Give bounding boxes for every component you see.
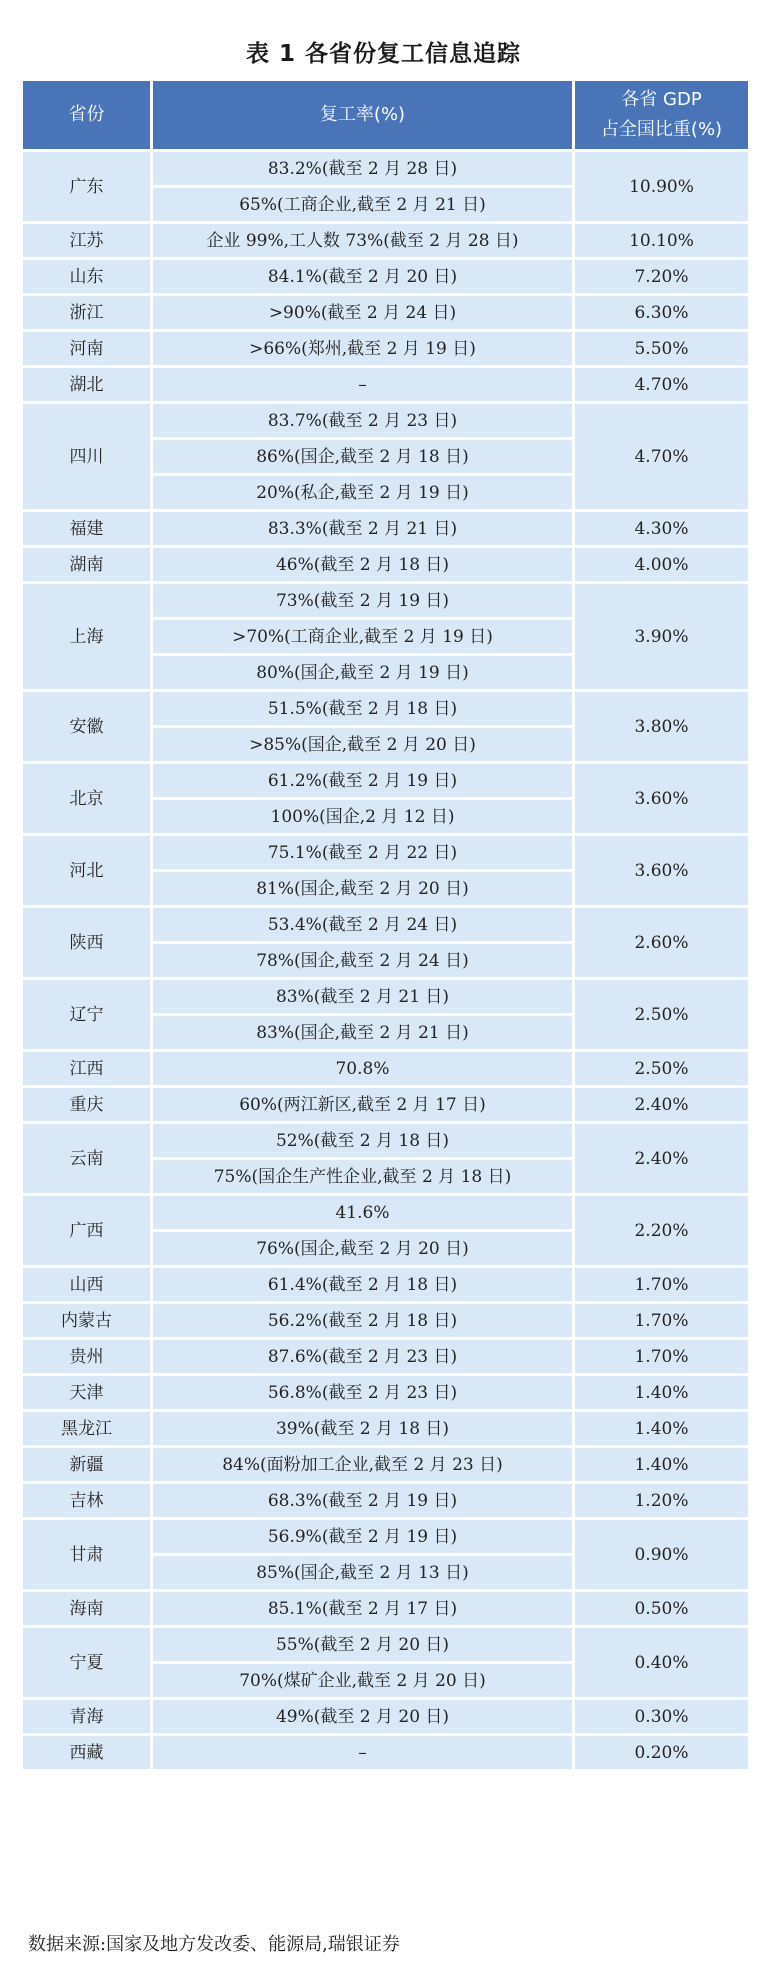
gdp-share-cell: 3.90% bbox=[574, 583, 750, 691]
gdp-share-cell: 1.70% bbox=[574, 1267, 750, 1303]
rate-cell: 73%(截至 2 月 19 日) bbox=[152, 583, 574, 619]
table-title: 表 1 各省份复工信息追踪 bbox=[245, 41, 522, 67]
rate-cell: 75.1%(截至 2 月 22 日) bbox=[152, 835, 574, 871]
rate-cell: 83%(截至 2 月 21 日) bbox=[152, 979, 574, 1015]
province-cell: 吉林 bbox=[22, 1483, 152, 1519]
rate-cell: 52%(截至 2 月 18 日) bbox=[152, 1123, 574, 1159]
province-cell: 湖北 bbox=[22, 367, 152, 403]
table-row bbox=[22, 763, 750, 799]
province-cell: 河南 bbox=[22, 331, 152, 367]
gdp-share-cell: 3.60% bbox=[574, 763, 750, 835]
province-cell: 广西 bbox=[22, 1195, 152, 1267]
table-row bbox=[22, 1699, 750, 1735]
table-row bbox=[22, 1447, 750, 1483]
rate-cell: 83.3%(截至 2 月 21 日) bbox=[152, 511, 574, 547]
table-body bbox=[22, 151, 750, 1771]
gdp-share-cell: 1.20% bbox=[574, 1483, 750, 1519]
rate-cell: 83.7%(截至 2 月 23 日) bbox=[152, 403, 574, 439]
province-cell: 青海 bbox=[22, 1699, 152, 1735]
province-cell: 山西 bbox=[22, 1267, 152, 1303]
header-gdp bbox=[574, 80, 750, 151]
province-cell: 江西 bbox=[22, 1051, 152, 1087]
gdp-share-cell: 0.90% bbox=[574, 1519, 750, 1591]
rate-cell: 39%(截至 2 月 18 日) bbox=[152, 1411, 574, 1447]
rate-cell: 20%(私企,截至 2 月 19 日) bbox=[152, 475, 574, 511]
rate-cell: 87.6%(截至 2 月 23 日) bbox=[152, 1339, 574, 1375]
rate-cell: 41.6% bbox=[152, 1195, 574, 1231]
header-rate: 复工率(%) bbox=[152, 80, 574, 151]
province-cell: 云南 bbox=[22, 1123, 152, 1195]
gdp-share-cell: 1.70% bbox=[574, 1303, 750, 1339]
rate-cell: >66%(郑州,截至 2 月 19 日) bbox=[152, 331, 574, 367]
province-cell: 广东 bbox=[22, 151, 152, 223]
rate-cell: >85%(国企,截至 2 月 20 日) bbox=[152, 727, 574, 763]
rate-cell: 53.4%(截至 2 月 24 日) bbox=[152, 907, 574, 943]
province-cell: 海南 bbox=[22, 1591, 152, 1627]
gdp-share-cell: 1.40% bbox=[574, 1411, 750, 1447]
province-cell: 黑龙江 bbox=[22, 1411, 152, 1447]
table-row bbox=[22, 151, 750, 187]
rate-cell: 56.9%(截至 2 月 19 日) bbox=[152, 1519, 574, 1555]
rate-cell: 68.3%(截至 2 月 19 日) bbox=[152, 1483, 574, 1519]
province-cell: 湖南 bbox=[22, 547, 152, 583]
table-row bbox=[22, 1591, 750, 1627]
province-cell: 天津 bbox=[22, 1375, 152, 1411]
table-row bbox=[22, 691, 750, 727]
table-row bbox=[22, 511, 750, 547]
gdp-share-cell: 4.70% bbox=[574, 403, 750, 511]
province-cell: 浙江 bbox=[22, 295, 152, 331]
rate-cell: 83.2%(截至 2 月 28 日) bbox=[152, 151, 574, 187]
gdp-share-cell: 10.10% bbox=[574, 223, 750, 259]
header-province: 省份 bbox=[22, 80, 152, 151]
province-cell: 江苏 bbox=[22, 223, 152, 259]
table-row bbox=[22, 1339, 750, 1375]
header-gdp-line2: 占全国比重(%) bbox=[600, 119, 723, 140]
province-cell: 贵州 bbox=[22, 1339, 152, 1375]
table-row bbox=[22, 1735, 750, 1771]
table-row bbox=[22, 1375, 750, 1411]
gdp-share-cell: 2.40% bbox=[574, 1087, 750, 1123]
gdp-share-cell: 10.90% bbox=[574, 151, 750, 223]
table-row bbox=[22, 1267, 750, 1303]
province-cell: 安徽 bbox=[22, 691, 152, 763]
gdp-share-cell: 5.50% bbox=[574, 331, 750, 367]
rate-cell: 55%(截至 2 月 20 日) bbox=[152, 1627, 574, 1663]
table-row bbox=[22, 259, 750, 295]
province-cell: 山东 bbox=[22, 259, 152, 295]
table-row bbox=[22, 1411, 750, 1447]
rate-cell: 84.1%(截至 2 月 20 日) bbox=[152, 259, 574, 295]
province-cell: 重庆 bbox=[22, 1087, 152, 1123]
province-cell: 河北 bbox=[22, 835, 152, 907]
header-gdp-line1: 各省 GDP bbox=[621, 89, 702, 110]
gdp-share-cell: 4.70% bbox=[574, 367, 750, 403]
table-row bbox=[22, 835, 750, 871]
province-cell: 上海 bbox=[22, 583, 152, 691]
rate-cell: >70%(工商企业,截至 2 月 19 日) bbox=[152, 619, 574, 655]
table-row bbox=[22, 1627, 750, 1663]
gdp-share-cell: 0.20% bbox=[574, 1735, 750, 1771]
province-cell: 新疆 bbox=[22, 1447, 152, 1483]
rate-cell: 70%(煤矿企业,截至 2 月 20 日) bbox=[152, 1663, 574, 1699]
gdp-share-cell: 1.70% bbox=[574, 1339, 750, 1375]
table-row bbox=[22, 1087, 750, 1123]
gdp-share-cell: 3.60% bbox=[574, 835, 750, 907]
gdp-share-cell: 3.80% bbox=[574, 691, 750, 763]
gdp-share-cell: 4.00% bbox=[574, 547, 750, 583]
rate-cell: 56.8%(截至 2 月 23 日) bbox=[152, 1375, 574, 1411]
header-row bbox=[22, 80, 750, 151]
table-row bbox=[22, 1519, 750, 1555]
province-cell: 北京 bbox=[22, 763, 152, 835]
province-cell: 陕西 bbox=[22, 907, 152, 979]
rate-cell: 85%(国企,截至 2 月 13 日) bbox=[152, 1555, 574, 1591]
gdp-share-cell: 0.30% bbox=[574, 1699, 750, 1735]
gdp-share-cell: 2.20% bbox=[574, 1195, 750, 1267]
rate-cell: 84%(面粉加工企业,截至 2 月 23 日) bbox=[152, 1447, 574, 1483]
rate-cell: 46%(截至 2 月 18 日) bbox=[152, 547, 574, 583]
province-cell: 内蒙古 bbox=[22, 1303, 152, 1339]
rate-cell: – bbox=[152, 1735, 574, 1771]
rate-cell: 65%(工商企业,截至 2 月 21 日) bbox=[152, 187, 574, 223]
province-cell: 甘肃 bbox=[22, 1519, 152, 1591]
gdp-share-cell: 1.40% bbox=[574, 1447, 750, 1483]
rate-cell: 56.2%(截至 2 月 18 日) bbox=[152, 1303, 574, 1339]
gdp-share-cell: 0.50% bbox=[574, 1591, 750, 1627]
rate-cell: 80%(国企,截至 2 月 19 日) bbox=[152, 655, 574, 691]
gdp-share-cell: 2.50% bbox=[574, 1051, 750, 1087]
rate-cell: – bbox=[152, 367, 574, 403]
rate-cell: 76%(国企,截至 2 月 20 日) bbox=[152, 1231, 574, 1267]
rate-cell: 61.2%(截至 2 月 19 日) bbox=[152, 763, 574, 799]
table-row bbox=[22, 1483, 750, 1519]
gdp-share-cell: 2.60% bbox=[574, 907, 750, 979]
province-cell: 西藏 bbox=[22, 1735, 152, 1771]
source-note: 数据来源:国家及地方发改委、能源局,瑞银证券 bbox=[28, 1934, 400, 1955]
table-row bbox=[22, 979, 750, 1015]
table-row bbox=[22, 223, 750, 259]
gdp-share-cell: 6.30% bbox=[574, 295, 750, 331]
gdp-share-cell: 4.30% bbox=[574, 511, 750, 547]
rate-cell: 49%(截至 2 月 20 日) bbox=[152, 1699, 574, 1735]
rate-cell: 83%(国企,截至 2 月 21 日) bbox=[152, 1015, 574, 1051]
table-row bbox=[22, 1123, 750, 1159]
rate-cell: 100%(国企,2 月 12 日) bbox=[152, 799, 574, 835]
rate-cell: 75%(国企生产性企业,截至 2 月 18 日) bbox=[152, 1159, 574, 1195]
table-row bbox=[22, 1051, 750, 1087]
table-row bbox=[22, 367, 750, 403]
gdp-share-cell: 0.40% bbox=[574, 1627, 750, 1699]
gdp-share-cell: 1.40% bbox=[574, 1375, 750, 1411]
rate-cell: 85.1%(截至 2 月 17 日) bbox=[152, 1591, 574, 1627]
gdp-share-cell: 2.40% bbox=[574, 1123, 750, 1195]
rate-cell: 81%(国企,截至 2 月 20 日) bbox=[152, 871, 574, 907]
table-row bbox=[22, 583, 750, 619]
table-row bbox=[22, 1303, 750, 1339]
gdp-share-cell: 7.20% bbox=[574, 259, 750, 295]
gdp-share-cell: 2.50% bbox=[574, 979, 750, 1051]
province-resumption-table bbox=[20, 78, 751, 1772]
table-row bbox=[22, 403, 750, 439]
table-container bbox=[20, 78, 748, 1772]
rate-cell: 78%(国企,截至 2 月 24 日) bbox=[152, 943, 574, 979]
rate-cell: 70.8% bbox=[152, 1051, 574, 1087]
province-cell: 辽宁 bbox=[22, 979, 152, 1051]
province-cell: 四川 bbox=[22, 403, 152, 511]
table-row bbox=[22, 547, 750, 583]
rate-cell: 60%(两江新区,截至 2 月 17 日) bbox=[152, 1087, 574, 1123]
rate-cell: 86%(国企,截至 2 月 18 日) bbox=[152, 439, 574, 475]
rate-cell: 61.4%(截至 2 月 18 日) bbox=[152, 1267, 574, 1303]
rate-cell: 51.5%(截至 2 月 18 日) bbox=[152, 691, 574, 727]
rate-cell: 企业 99%,工人数 73%(截至 2 月 28 日) bbox=[152, 223, 574, 259]
rate-cell: >90%(截至 2 月 24 日) bbox=[152, 295, 574, 331]
province-cell: 宁夏 bbox=[22, 1627, 152, 1699]
table-row bbox=[22, 295, 750, 331]
province-cell: 福建 bbox=[22, 511, 152, 547]
table-row bbox=[22, 1195, 750, 1231]
table-row bbox=[22, 907, 750, 943]
table-row bbox=[22, 331, 750, 367]
